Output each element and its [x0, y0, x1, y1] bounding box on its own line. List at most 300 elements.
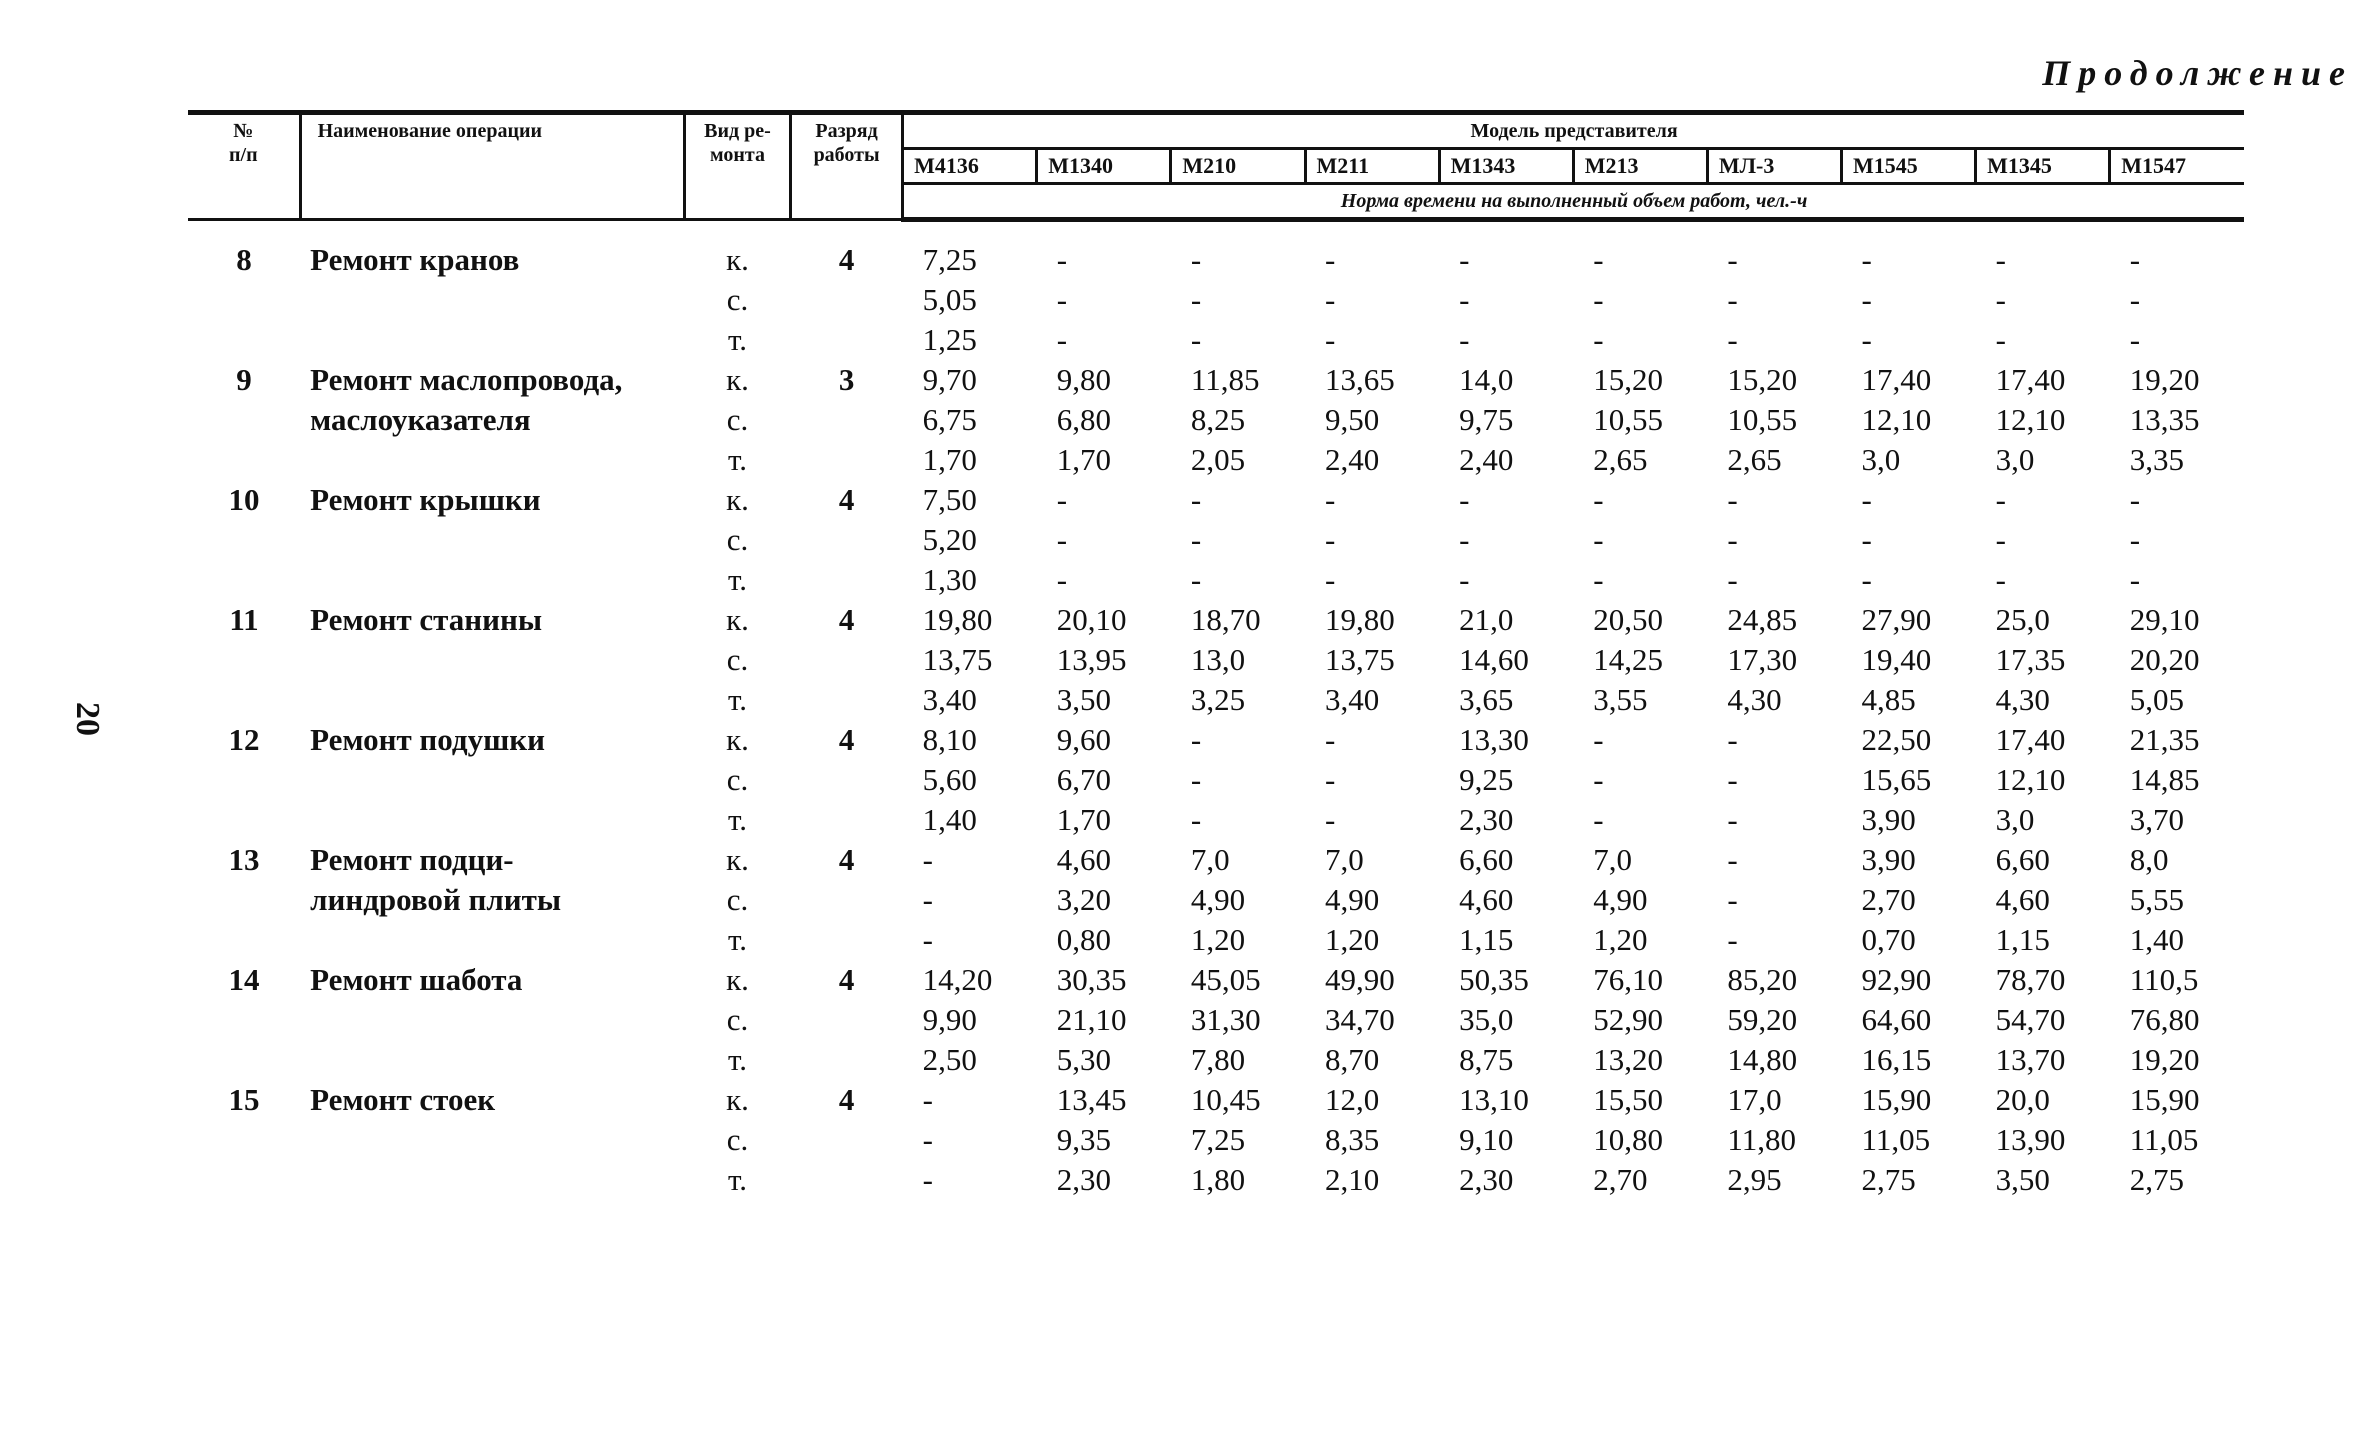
- norm-value: 15,50: [1593, 1082, 1664, 1117]
- norm-value: 76,80: [2129, 1002, 2200, 1037]
- norm-value: 13,75: [922, 642, 993, 677]
- operation-name: [300, 1040, 684, 1080]
- norm-value: 4,60: [1459, 882, 1514, 917]
- table-row: [188, 960, 2244, 1000]
- norm-value: -: [1459, 482, 1470, 517]
- norm-value: -: [1995, 322, 2006, 357]
- norm-value: 13,0: [1190, 642, 1246, 677]
- norm-value: 2,30: [1056, 1162, 1112, 1197]
- model-header: М210: [1171, 149, 1305, 184]
- work-grade-empty: [791, 520, 903, 560]
- norm-value: 92,90: [1861, 962, 1932, 997]
- norm-value: 11,05: [1861, 1122, 1931, 1157]
- norm-value: 11,05: [2129, 1122, 2199, 1157]
- norm-value: -: [1325, 242, 1336, 277]
- norm-value: 6,80: [1056, 402, 1112, 437]
- norm-value: 2,70: [1593, 1162, 1648, 1197]
- norm-value: -: [1727, 802, 1738, 837]
- work-grade: 4: [838, 242, 855, 277]
- norm-value: -: [922, 1082, 933, 1117]
- norm-value: 2,30: [1459, 1162, 1514, 1197]
- repair-type: т.: [728, 922, 747, 957]
- norm-value: 19,80: [922, 602, 993, 637]
- norm-value: 2,65: [1593, 442, 1648, 477]
- row-number: 9: [236, 362, 252, 397]
- norm-value: -: [1995, 562, 2006, 597]
- norm-value: 13,45: [1056, 1082, 1127, 1117]
- norm-value: -: [1861, 562, 1872, 597]
- norm-value: 1,15: [1995, 922, 2050, 957]
- norm-value: 2,10: [1325, 1162, 1380, 1197]
- norm-value: 4,60: [1995, 882, 2050, 917]
- operation-name: Ремонт кранов: [310, 242, 520, 277]
- norm-value: 3,50: [1995, 1162, 2050, 1197]
- operation-name: Ремонт крышки: [310, 482, 541, 517]
- norm-value: 12,10: [1995, 402, 2066, 437]
- norm-value: 10,55: [1593, 402, 1664, 437]
- norm-value: 54,70: [1995, 1002, 2066, 1037]
- norm-value: 8,10: [922, 722, 977, 757]
- norm-value: -: [1459, 562, 1470, 597]
- norm-value: 21,0: [1459, 602, 1514, 637]
- norm-value: 7,80: [1190, 1042, 1246, 1077]
- norm-value: -: [1727, 922, 1738, 957]
- model-header: М211: [1305, 149, 1439, 184]
- norm-value: 15,90: [2129, 1082, 2200, 1117]
- norm-value: 17,40: [1861, 362, 1932, 397]
- table-row: [188, 1160, 2244, 1200]
- norm-value: -: [1325, 722, 1336, 757]
- operation-name: [300, 680, 684, 720]
- norm-value: 3,40: [1325, 682, 1380, 717]
- norm-value: 8,35: [1325, 1122, 1380, 1157]
- norm-value: -: [1593, 482, 1604, 517]
- norm-value: -: [1190, 482, 1202, 517]
- norm-value: 22,50: [1861, 722, 1932, 757]
- norm-value: 2,40: [1325, 442, 1380, 477]
- repair-type: т.: [728, 562, 747, 597]
- norm-value: 6,60: [1995, 842, 2050, 877]
- norm-value: 10,55: [1727, 402, 1798, 437]
- norm-value: 16,15: [1861, 1042, 1932, 1077]
- table-row: [188, 360, 2244, 400]
- header-norm-caption: Норма времени на выполненный объем работ, чел.-ч: [903, 184, 2244, 220]
- norm-value: 10,80: [1593, 1122, 1664, 1157]
- table-row: [188, 480, 2244, 520]
- norm-value: 64,60: [1861, 1002, 1932, 1037]
- norm-value: 7,25: [922, 242, 977, 277]
- norm-value: 7,0: [1325, 842, 1364, 877]
- norm-value: 9,80: [1056, 362, 1112, 397]
- norm-value: 19,20: [2129, 362, 2200, 397]
- norm-value: 1,40: [922, 802, 977, 837]
- table-row: [188, 1040, 2244, 1080]
- norm-value: 2,50: [922, 1042, 977, 1077]
- norm-value: -: [1727, 562, 1738, 597]
- operation-name: Ремонт стоек: [310, 1082, 496, 1117]
- norm-value: -: [1727, 322, 1738, 357]
- norm-value: 5,05: [922, 282, 977, 317]
- norm-value: 59,20: [1727, 1002, 1798, 1037]
- model-header: М4136: [903, 149, 1037, 184]
- work-grade-empty: [791, 1000, 903, 1040]
- norm-value: 4,30: [1995, 682, 2050, 717]
- repair-type: с.: [726, 402, 749, 437]
- row-number-empty: [188, 1040, 300, 1080]
- norm-value: 18,70: [1190, 602, 1261, 637]
- norm-value: 0,80: [1056, 922, 1112, 957]
- repair-type: т.: [728, 442, 747, 477]
- norm-value: 2,75: [2129, 1162, 2185, 1197]
- operation-name: [300, 440, 684, 480]
- norm-value: 20,10: [1056, 602, 1127, 637]
- norm-value: 3,40: [922, 682, 977, 717]
- norm-value: 8,70: [1325, 1042, 1380, 1077]
- repair-type: с.: [726, 882, 749, 917]
- norm-value: -: [1056, 282, 1068, 317]
- norm-value: -: [1727, 762, 1738, 797]
- table-row: [188, 440, 2244, 480]
- norm-value: -: [2129, 322, 2141, 357]
- norm-value: 1,25: [922, 322, 977, 357]
- norm-value: 17,30: [1727, 642, 1798, 677]
- work-grade-empty: [791, 800, 903, 840]
- operation-name: Ремонт шабота: [310, 962, 523, 997]
- norm-value: -: [1056, 242, 1068, 277]
- norm-value: -: [1593, 762, 1604, 797]
- row-number: 13: [228, 842, 260, 877]
- repair-type: с.: [726, 642, 749, 677]
- norm-value: -: [1459, 322, 1470, 357]
- norm-value: -: [1056, 562, 1068, 597]
- norm-value: 7,50: [922, 482, 977, 517]
- norm-value: -: [1861, 482, 1872, 517]
- norm-value: 10,45: [1190, 1082, 1261, 1117]
- norm-value: 3,90: [1861, 802, 1916, 837]
- norm-value: 9,75: [1459, 402, 1514, 437]
- header-model-group: Модель представителя: [903, 113, 2244, 149]
- norm-value: 17,40: [1995, 722, 2066, 757]
- operation-name: [300, 1000, 684, 1040]
- repair-type: т.: [728, 682, 747, 717]
- operation-name: [300, 280, 684, 320]
- row-number: 8: [236, 242, 252, 277]
- norm-value: 35,0: [1459, 1002, 1514, 1037]
- norm-value: 15,20: [1727, 362, 1798, 397]
- norm-value: 3,90: [1861, 842, 1916, 877]
- norm-value: 3,65: [1459, 682, 1514, 717]
- repair-type: к.: [726, 842, 749, 877]
- norm-value: 13,75: [1325, 642, 1395, 677]
- operation-name: [300, 640, 684, 680]
- model-header: М1545: [1842, 149, 1976, 184]
- norm-value: 19,20: [2129, 1042, 2200, 1077]
- row-number: 10: [228, 482, 260, 517]
- norm-value: -: [1593, 562, 1604, 597]
- table-row: [188, 640, 2244, 680]
- table-row: [188, 680, 2244, 720]
- norm-value: 3,0: [1995, 802, 2035, 837]
- row-number-empty: [188, 280, 300, 320]
- operation-name: [300, 1120, 684, 1160]
- row-number-empty: [188, 680, 300, 720]
- norm-value: -: [1727, 522, 1738, 557]
- norm-value: 1,40: [2129, 922, 2185, 957]
- norm-value: 15,20: [1593, 362, 1664, 397]
- norm-value: 13,10: [1459, 1082, 1529, 1117]
- operation-name: [300, 520, 684, 560]
- norm-value: -: [1325, 482, 1336, 517]
- work-grade: 4: [838, 842, 855, 877]
- norm-value: 2,65: [1727, 442, 1782, 477]
- page-number: 20: [69, 702, 106, 736]
- norm-value: 1,70: [1056, 802, 1112, 837]
- norm-value: 13,90: [1995, 1122, 2066, 1157]
- norm-value: -: [1995, 242, 2006, 277]
- norm-value: -: [1995, 282, 2006, 317]
- norm-value: 9,70: [922, 362, 977, 397]
- norm-value: -: [1190, 562, 1202, 597]
- norm-value: -: [1727, 242, 1738, 277]
- norm-value: 4,30: [1727, 682, 1782, 717]
- norm-value: 19,80: [1325, 602, 1395, 637]
- norm-value: 31,30: [1190, 1002, 1261, 1037]
- norm-value: 50,35: [1459, 962, 1529, 997]
- table-row: [188, 920, 2244, 960]
- continuation-label: Продолжение: [2042, 53, 2353, 93]
- operation-name: Ремонт подци-: [310, 842, 514, 877]
- norm-value: 4,90: [1325, 882, 1380, 917]
- norm-value: -: [1325, 322, 1336, 357]
- model-header: М213: [1573, 149, 1707, 184]
- norm-value: 12,10: [1995, 762, 2066, 797]
- work-grade: 4: [838, 482, 855, 517]
- norm-value: 9,90: [922, 1002, 977, 1037]
- norm-value: 6,70: [1056, 762, 1112, 797]
- norm-value: 49,90: [1325, 962, 1395, 997]
- row-number: 12: [228, 722, 260, 757]
- norm-value: 20,0: [1995, 1082, 2050, 1117]
- work-grade-empty: [791, 440, 903, 480]
- norm-value: -: [1325, 522, 1336, 557]
- norm-value: -: [1593, 802, 1604, 837]
- norm-value: 1,20: [1593, 922, 1648, 957]
- norm-value: -: [922, 842, 933, 877]
- repair-type: с.: [726, 762, 749, 797]
- norm-value: -: [1056, 522, 1068, 557]
- norm-value: 14,0: [1459, 362, 1514, 397]
- model-header: М1343: [1439, 149, 1573, 184]
- model-header: М1345: [1976, 149, 2110, 184]
- norm-value: -: [1056, 482, 1068, 517]
- norm-value: 12,0: [1325, 1082, 1380, 1117]
- norm-value: -: [1459, 522, 1470, 557]
- table-row: [188, 800, 2244, 840]
- table-row: [188, 880, 2244, 920]
- table-row: [188, 560, 2244, 600]
- norm-value: 30,35: [1056, 962, 1127, 997]
- norm-value: 15,65: [1861, 762, 1932, 797]
- work-grade-empty: [791, 400, 903, 440]
- norm-value: -: [1727, 882, 1738, 917]
- norm-value: 1,20: [1190, 922, 1246, 957]
- norm-value: 8,25: [1190, 402, 1246, 437]
- repair-type: с.: [726, 282, 749, 317]
- norm-value: 5,05: [2129, 682, 2185, 717]
- model-header: М1547: [2110, 149, 2244, 184]
- norm-value: -: [2129, 282, 2141, 317]
- operation-name: [300, 760, 684, 800]
- norm-value: -: [1593, 322, 1604, 357]
- repair-type: к.: [726, 962, 749, 997]
- norm-value: 2,40: [1459, 442, 1514, 477]
- norm-value: 25,0: [1995, 602, 2050, 637]
- norm-value: 1,70: [1056, 442, 1112, 477]
- norm-value: 21,35: [2129, 722, 2200, 757]
- norm-value: 52,90: [1593, 1002, 1664, 1037]
- row-number-empty: [188, 880, 300, 920]
- norm-value: -: [1995, 522, 2006, 557]
- norm-value: -: [1325, 562, 1336, 597]
- table-row: [188, 400, 2244, 440]
- norm-value: -: [1459, 242, 1470, 277]
- table-row: [188, 320, 2244, 360]
- norm-value: 5,20: [922, 522, 977, 557]
- norm-value: 3,70: [2129, 802, 2185, 837]
- work-grade-empty: [791, 1160, 903, 1200]
- repair-type: с.: [726, 1122, 749, 1157]
- table-row: [188, 1080, 2244, 1120]
- row-number-empty: [188, 800, 300, 840]
- norm-value: 6,75: [922, 402, 977, 437]
- operation-name: [300, 1160, 684, 1200]
- work-grade: 3: [838, 362, 855, 397]
- work-grade-empty: [791, 760, 903, 800]
- work-grade-empty: [791, 560, 903, 600]
- operation-name: линдровой плиты: [310, 882, 562, 917]
- row-number-empty: [188, 440, 300, 480]
- norm-value: 8,75: [1459, 1042, 1514, 1077]
- labor-norm-table: [188, 110, 2244, 1200]
- norm-value: -: [1861, 322, 1872, 357]
- norm-value: 3,50: [1056, 682, 1112, 717]
- norm-value: 27,90: [1861, 602, 1932, 637]
- norm-value: 45,05: [1190, 962, 1261, 997]
- norm-value: -: [1861, 242, 1872, 277]
- repair-type: т.: [728, 802, 747, 837]
- row-number-empty: [188, 320, 300, 360]
- norm-value: 2,30: [1459, 802, 1514, 837]
- model-header: М1340: [1037, 149, 1171, 184]
- header-grade: Разряд работы: [791, 113, 903, 220]
- table-row: [188, 600, 2244, 640]
- norm-value: 1,80: [1190, 1162, 1246, 1197]
- norm-value: 11,80: [1727, 1122, 1796, 1157]
- norm-value: 2,75: [1861, 1162, 1916, 1197]
- norm-value: 9,25: [1459, 762, 1514, 797]
- norm-value: -: [1861, 522, 1872, 557]
- norm-value: -: [1325, 762, 1336, 797]
- norm-value: 2,95: [1727, 1162, 1782, 1197]
- repair-type: с.: [726, 522, 749, 557]
- norm-value: 4,60: [1056, 842, 1112, 877]
- norm-value: 4,90: [1593, 882, 1648, 917]
- norm-value: 13,70: [1995, 1042, 2066, 1077]
- work-grade-empty: [791, 1040, 903, 1080]
- norm-value: -: [1995, 482, 2006, 517]
- norm-value: 20,50: [1593, 602, 1664, 637]
- norm-value: 13,35: [2129, 402, 2200, 437]
- header-operation: Наименование операции: [300, 113, 684, 220]
- table-row: [188, 520, 2244, 560]
- operation-name: маслоуказателя: [310, 402, 531, 437]
- table-row: [188, 1000, 2244, 1040]
- repair-type: т.: [728, 1042, 747, 1077]
- row-number: 11: [229, 602, 259, 637]
- norm-value: 13,30: [1459, 722, 1529, 757]
- norm-value: 3,25: [1190, 682, 1246, 717]
- norm-value: 17,0: [1727, 1082, 1782, 1117]
- norm-value: 19,40: [1861, 642, 1932, 677]
- norm-value: -: [1190, 322, 1202, 357]
- table-row: [188, 760, 2244, 800]
- operation-name: [300, 800, 684, 840]
- header-num: № п/п: [188, 113, 300, 220]
- table-row: [188, 840, 2244, 880]
- norm-value: 2,70: [1861, 882, 1916, 917]
- norm-value: 13,65: [1325, 362, 1395, 397]
- norm-value: 5,30: [1056, 1042, 1112, 1077]
- repair-type: т.: [728, 322, 747, 357]
- norm-value: -: [2129, 242, 2141, 277]
- norm-value: 14,85: [2129, 762, 2200, 797]
- norm-value: 17,35: [1995, 642, 2066, 677]
- norm-value: 13,95: [1056, 642, 1127, 677]
- norm-value: -: [1593, 522, 1604, 557]
- norm-value: 13,20: [1593, 1042, 1664, 1077]
- norm-value: 4,90: [1190, 882, 1246, 917]
- work-grade-empty: [791, 680, 903, 720]
- norm-value: 7,25: [1190, 1122, 1246, 1157]
- operation-name: [300, 920, 684, 960]
- norm-value: -: [1325, 802, 1336, 837]
- row-number: 14: [228, 962, 260, 997]
- norm-value: -: [922, 1122, 933, 1157]
- work-grade-empty: [791, 280, 903, 320]
- norm-value: -: [922, 1162, 933, 1197]
- repair-type: с.: [726, 1002, 749, 1037]
- work-grade-empty: [791, 1120, 903, 1160]
- norm-value: 5,60: [922, 762, 977, 797]
- norm-value: -: [1190, 282, 1202, 317]
- repair-type: к.: [726, 1082, 749, 1117]
- norm-value: -: [922, 922, 933, 957]
- norm-value: -: [1593, 242, 1604, 277]
- norm-value: -: [1056, 322, 1068, 357]
- operation-name: [300, 560, 684, 600]
- row-number-empty: [188, 400, 300, 440]
- table-row: [188, 1120, 2244, 1160]
- norm-value: 0,70: [1861, 922, 1916, 957]
- norm-value: 17,40: [1995, 362, 2066, 397]
- row-number-empty: [188, 560, 300, 600]
- row-number-empty: [188, 640, 300, 680]
- norm-value: -: [1190, 762, 1202, 797]
- norm-value: 12,10: [1861, 402, 1932, 437]
- row-number-empty: [188, 920, 300, 960]
- norm-value: 29,10: [2129, 602, 2200, 637]
- norm-value: 14,80: [1727, 1042, 1798, 1077]
